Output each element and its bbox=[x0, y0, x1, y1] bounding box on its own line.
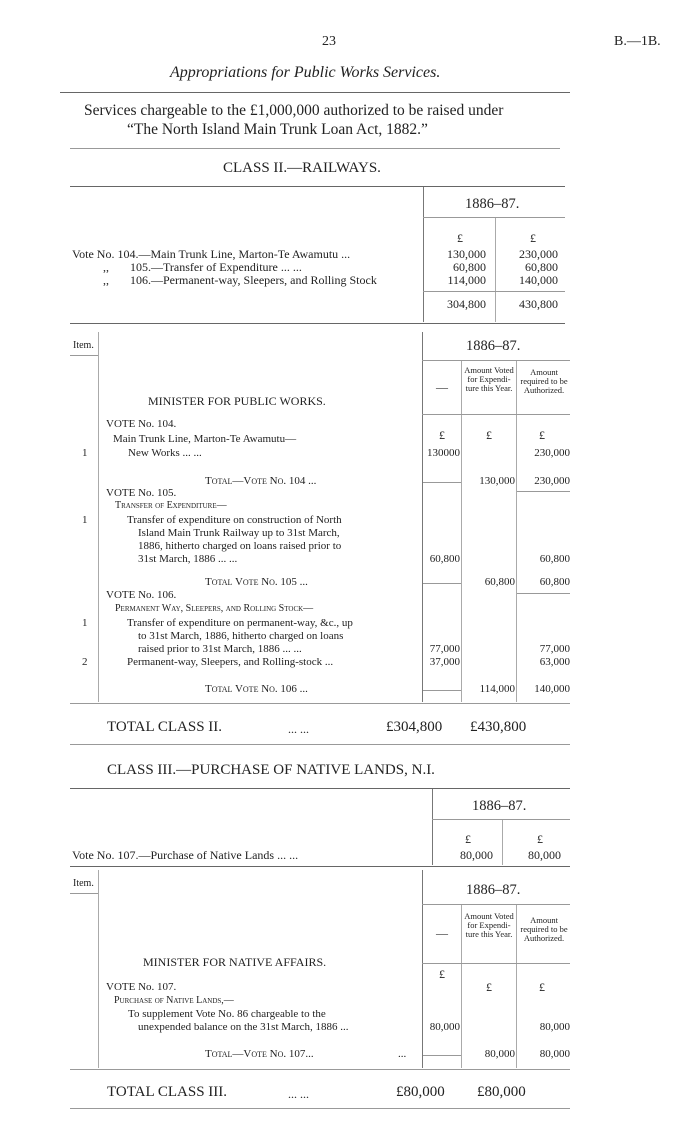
vote-107-line-2: unexpended balance on the 31st March, 1886 ... bbox=[138, 1021, 349, 1033]
item-col-rule bbox=[98, 870, 99, 1068]
currency-symbol: £ bbox=[439, 967, 445, 981]
currency-symbol: £ bbox=[439, 428, 445, 442]
vote-107-line-1: To supplement Vote No. 86 chargeable to the bbox=[128, 1008, 326, 1020]
col-header-amount-voted: Amount Voted for Expendi- ture this Year. bbox=[464, 911, 514, 939]
item-header-rule bbox=[70, 893, 98, 894]
class-2-total-label: TOTAL CLASS II. bbox=[107, 719, 223, 735]
summary-year-rule bbox=[423, 217, 565, 218]
detail-col-rule-3 bbox=[516, 905, 517, 1068]
class-2-heading: CLASS II.—RAILWAYS. bbox=[223, 160, 381, 176]
vote-107-col1: 80,000 bbox=[460, 848, 493, 862]
class-3-total-col2: £80,000 bbox=[477, 1084, 526, 1100]
vote-106-item1-line-1: Transfer of expenditure on permanent-way, &c., up bbox=[127, 617, 353, 629]
class-3-top-rule bbox=[70, 788, 570, 789]
vote-106-item2-amount: 37,000 bbox=[429, 656, 460, 668]
vote-107-total-voted: 80,000 bbox=[484, 1048, 515, 1060]
vote-104-total-label: Total—Vote No. 104 ... bbox=[205, 475, 317, 487]
currency-symbol: £ bbox=[539, 428, 545, 442]
summary-currency-1: £ bbox=[465, 832, 471, 846]
class-2-year: 1886–87. bbox=[465, 196, 520, 212]
vote-105-title: VOTE No. 105. bbox=[106, 487, 177, 499]
vote-106-subheading: Permanent Way, Sleepers, and Rolling Stock— bbox=[115, 603, 314, 614]
detail-bottom-rule bbox=[70, 1069, 570, 1070]
item-number: 2 bbox=[82, 656, 88, 668]
vote-105-line-1: Transfer of expenditure on construction of North bbox=[127, 514, 342, 526]
ditto-mark: ,, bbox=[103, 260, 109, 274]
total-dash-rule bbox=[423, 1055, 461, 1056]
detail-header-rule bbox=[422, 963, 570, 964]
col-header-amount-required: Amount required to be Authorized. bbox=[520, 367, 568, 395]
minister-public-works: MINISTER FOR PUBLIC WORKS. bbox=[148, 394, 326, 408]
vote-104-item-amount: 130000 bbox=[427, 447, 460, 459]
vote-105-item-amount: 60,800 bbox=[429, 553, 460, 565]
vote-105-line-4: 31st March, 1886 ... ... bbox=[138, 553, 238, 565]
total-dash-rule bbox=[423, 583, 461, 584]
vote-106-title: VOTE No. 106. bbox=[106, 589, 177, 601]
vote-106-item1-line-3: raised prior to 31st March, 1886 ... ... bbox=[138, 643, 302, 655]
detail-year: 1886–87. bbox=[466, 338, 521, 354]
intro-rule bbox=[70, 148, 560, 149]
summary-total-rule bbox=[423, 291, 565, 292]
vote-106-item1-line-2: to 31st March, 1886, hitherto charged on loans bbox=[138, 630, 344, 642]
vote-106-total-required: 140,000 bbox=[534, 683, 570, 695]
leader-dots: ... bbox=[398, 1048, 407, 1060]
vote-107-item-required: 80,000 bbox=[539, 1021, 570, 1033]
vote-104-total-required: 230,000 bbox=[534, 475, 570, 487]
total-dash-rule bbox=[423, 690, 461, 691]
vote-107-item-amount: 80,000 bbox=[429, 1021, 460, 1033]
item-number: 1 bbox=[82, 447, 88, 459]
vote-105-line-2: Island Main Trunk Railway up to 31st March, bbox=[138, 527, 340, 539]
class-2-summary-bottom-rule bbox=[70, 323, 565, 324]
detail-col-rule-2 bbox=[461, 361, 462, 702]
total-dash-rule bbox=[423, 482, 461, 483]
vote-106-item1-amount: 77,000 bbox=[429, 643, 460, 655]
detail-dash: — bbox=[436, 926, 448, 940]
class-3-summary-bottom-rule bbox=[70, 866, 570, 867]
vote-105-col1: 60,800 bbox=[453, 260, 486, 274]
vote-104-label: Vote No. 104.—Main Trunk Line, Marton-Te Awamutu ... bbox=[72, 247, 351, 261]
summary-year-rule bbox=[432, 819, 570, 820]
class-2-end-rule bbox=[70, 744, 570, 745]
vote-104-col1: 130,000 bbox=[447, 247, 486, 261]
running-title: Appropriations for Public Works Services. bbox=[170, 64, 441, 81]
vote-107-label: Vote No. 107.—Purchase of Native Lands ... ... bbox=[72, 848, 299, 862]
class-3-total-label: TOTAL CLASS III. bbox=[107, 1084, 228, 1100]
intro-line-2: “The North Island Main Trunk Loan Act, 1882.” bbox=[127, 121, 428, 138]
vote-104-item-required: 230,000 bbox=[534, 447, 570, 459]
vote-107-total-label: Total—Vote No. 107... bbox=[205, 1048, 314, 1060]
currency-symbol: £ bbox=[486, 980, 492, 994]
vote-105-item-required: 60,800 bbox=[539, 553, 570, 565]
summary-total-col1: 304,800 bbox=[447, 297, 486, 311]
vote-104-total-voted: 130,000 bbox=[479, 475, 515, 487]
col-header-amount-voted: Amount Voted for Expendi- ture this Year. bbox=[464, 365, 514, 393]
class-2-total-col2: £430,800 bbox=[470, 719, 527, 735]
class-3-year: 1886–87. bbox=[472, 798, 527, 814]
subtotal-rule bbox=[517, 491, 570, 492]
summary-currency-2: £ bbox=[537, 832, 543, 846]
vote-105-total-label: Total Vote No. 105 ... bbox=[205, 576, 308, 588]
detail-year: 1886–87. bbox=[466, 882, 521, 898]
item-number: 1 bbox=[82, 514, 88, 526]
vote-104-title: VOTE No. 104. bbox=[106, 418, 177, 430]
vote-106-label: 106.—Permanent-way, Sleepers, and Rolling Stock bbox=[130, 273, 377, 287]
page-number: 23 bbox=[322, 34, 336, 49]
detail-year-rule bbox=[422, 904, 570, 905]
ditto-mark: ,, bbox=[103, 273, 109, 287]
item-column-label: Item. bbox=[73, 878, 94, 889]
vote-105-line-3: 1886, hitherto charged on loans raised prior to bbox=[138, 540, 342, 552]
currency-symbol: £ bbox=[486, 428, 492, 442]
page-bottom-rule bbox=[70, 1108, 570, 1109]
detail-header-rule bbox=[422, 414, 570, 415]
vote-104-col2: 230,000 bbox=[519, 247, 558, 261]
vote-105-subheading: Transfer of Expenditure— bbox=[115, 500, 227, 511]
leader-dots: ... ... bbox=[288, 1087, 309, 1101]
col-header-amount-required: Amount required to be Authorized. bbox=[520, 915, 568, 943]
summary-currency-2: £ bbox=[530, 231, 536, 245]
vote-107-subheading: Purchase of Native Lands,— bbox=[114, 995, 234, 1006]
vote-107-title: VOTE No. 107. bbox=[106, 981, 177, 993]
vote-106-item2-required: 63,000 bbox=[539, 656, 570, 668]
detail-dash: — bbox=[436, 380, 448, 394]
summary-total-col2: 430,800 bbox=[519, 297, 558, 311]
vote-106-item1-required: 77,000 bbox=[539, 643, 570, 655]
currency-symbol: £ bbox=[539, 980, 545, 994]
intro-line-1: Services chargeable to the £1,000,000 authorized to be raised under bbox=[84, 102, 504, 119]
vote-106-item2-text: Permanent-way, Sleepers, and Rolling-stock ... bbox=[127, 656, 334, 668]
vote-106-col2: 140,000 bbox=[519, 273, 558, 287]
detail-col-rule-2 bbox=[461, 905, 462, 1068]
subtotal-rule bbox=[517, 593, 570, 594]
leader-dots: ... ... bbox=[288, 722, 309, 736]
vote-105-label: 105.—Transfer of Expenditure ... ... bbox=[130, 260, 302, 274]
class-2-top-rule bbox=[70, 186, 565, 187]
minister-native-affairs: MINISTER FOR NATIVE AFFAIRS. bbox=[143, 955, 327, 969]
vote-106-total-voted: 114,000 bbox=[479, 683, 515, 695]
summary-currency-1: £ bbox=[457, 231, 463, 245]
item-col-rule bbox=[98, 332, 99, 702]
item-header-rule bbox=[70, 355, 98, 356]
detail-col-rule-1 bbox=[422, 870, 423, 1068]
class-3-total-col1: £80,000 bbox=[396, 1084, 445, 1100]
class-2-total-col1: £304,800 bbox=[386, 719, 443, 735]
vote-105-col2: 60,800 bbox=[525, 260, 558, 274]
item-number: 1 bbox=[82, 617, 88, 629]
detail-bottom-rule bbox=[70, 703, 570, 704]
vote-104-item-text: New Works ... ... bbox=[128, 447, 202, 459]
item-column-label: Item. bbox=[73, 340, 94, 351]
vote-106-total-label: Total Vote No. 106 ... bbox=[205, 683, 308, 695]
document-reference: B.—1B. bbox=[614, 34, 661, 49]
vote-107-col2: 80,000 bbox=[528, 848, 561, 862]
vote-105-total-voted: 60,800 bbox=[484, 576, 515, 588]
vote-105-total-required: 60,800 bbox=[539, 576, 570, 588]
vote-107-total-required: 80,000 bbox=[539, 1048, 570, 1060]
vote-106-col1: 114,000 bbox=[447, 273, 486, 287]
class-3-heading: CLASS III.—PURCHASE OF NATIVE LANDS, N.I. bbox=[107, 762, 435, 778]
vote-104-subheading: Main Trunk Line, Marton-Te Awamutu— bbox=[113, 433, 297, 445]
detail-year-rule bbox=[422, 360, 570, 361]
header-rule bbox=[60, 92, 570, 93]
